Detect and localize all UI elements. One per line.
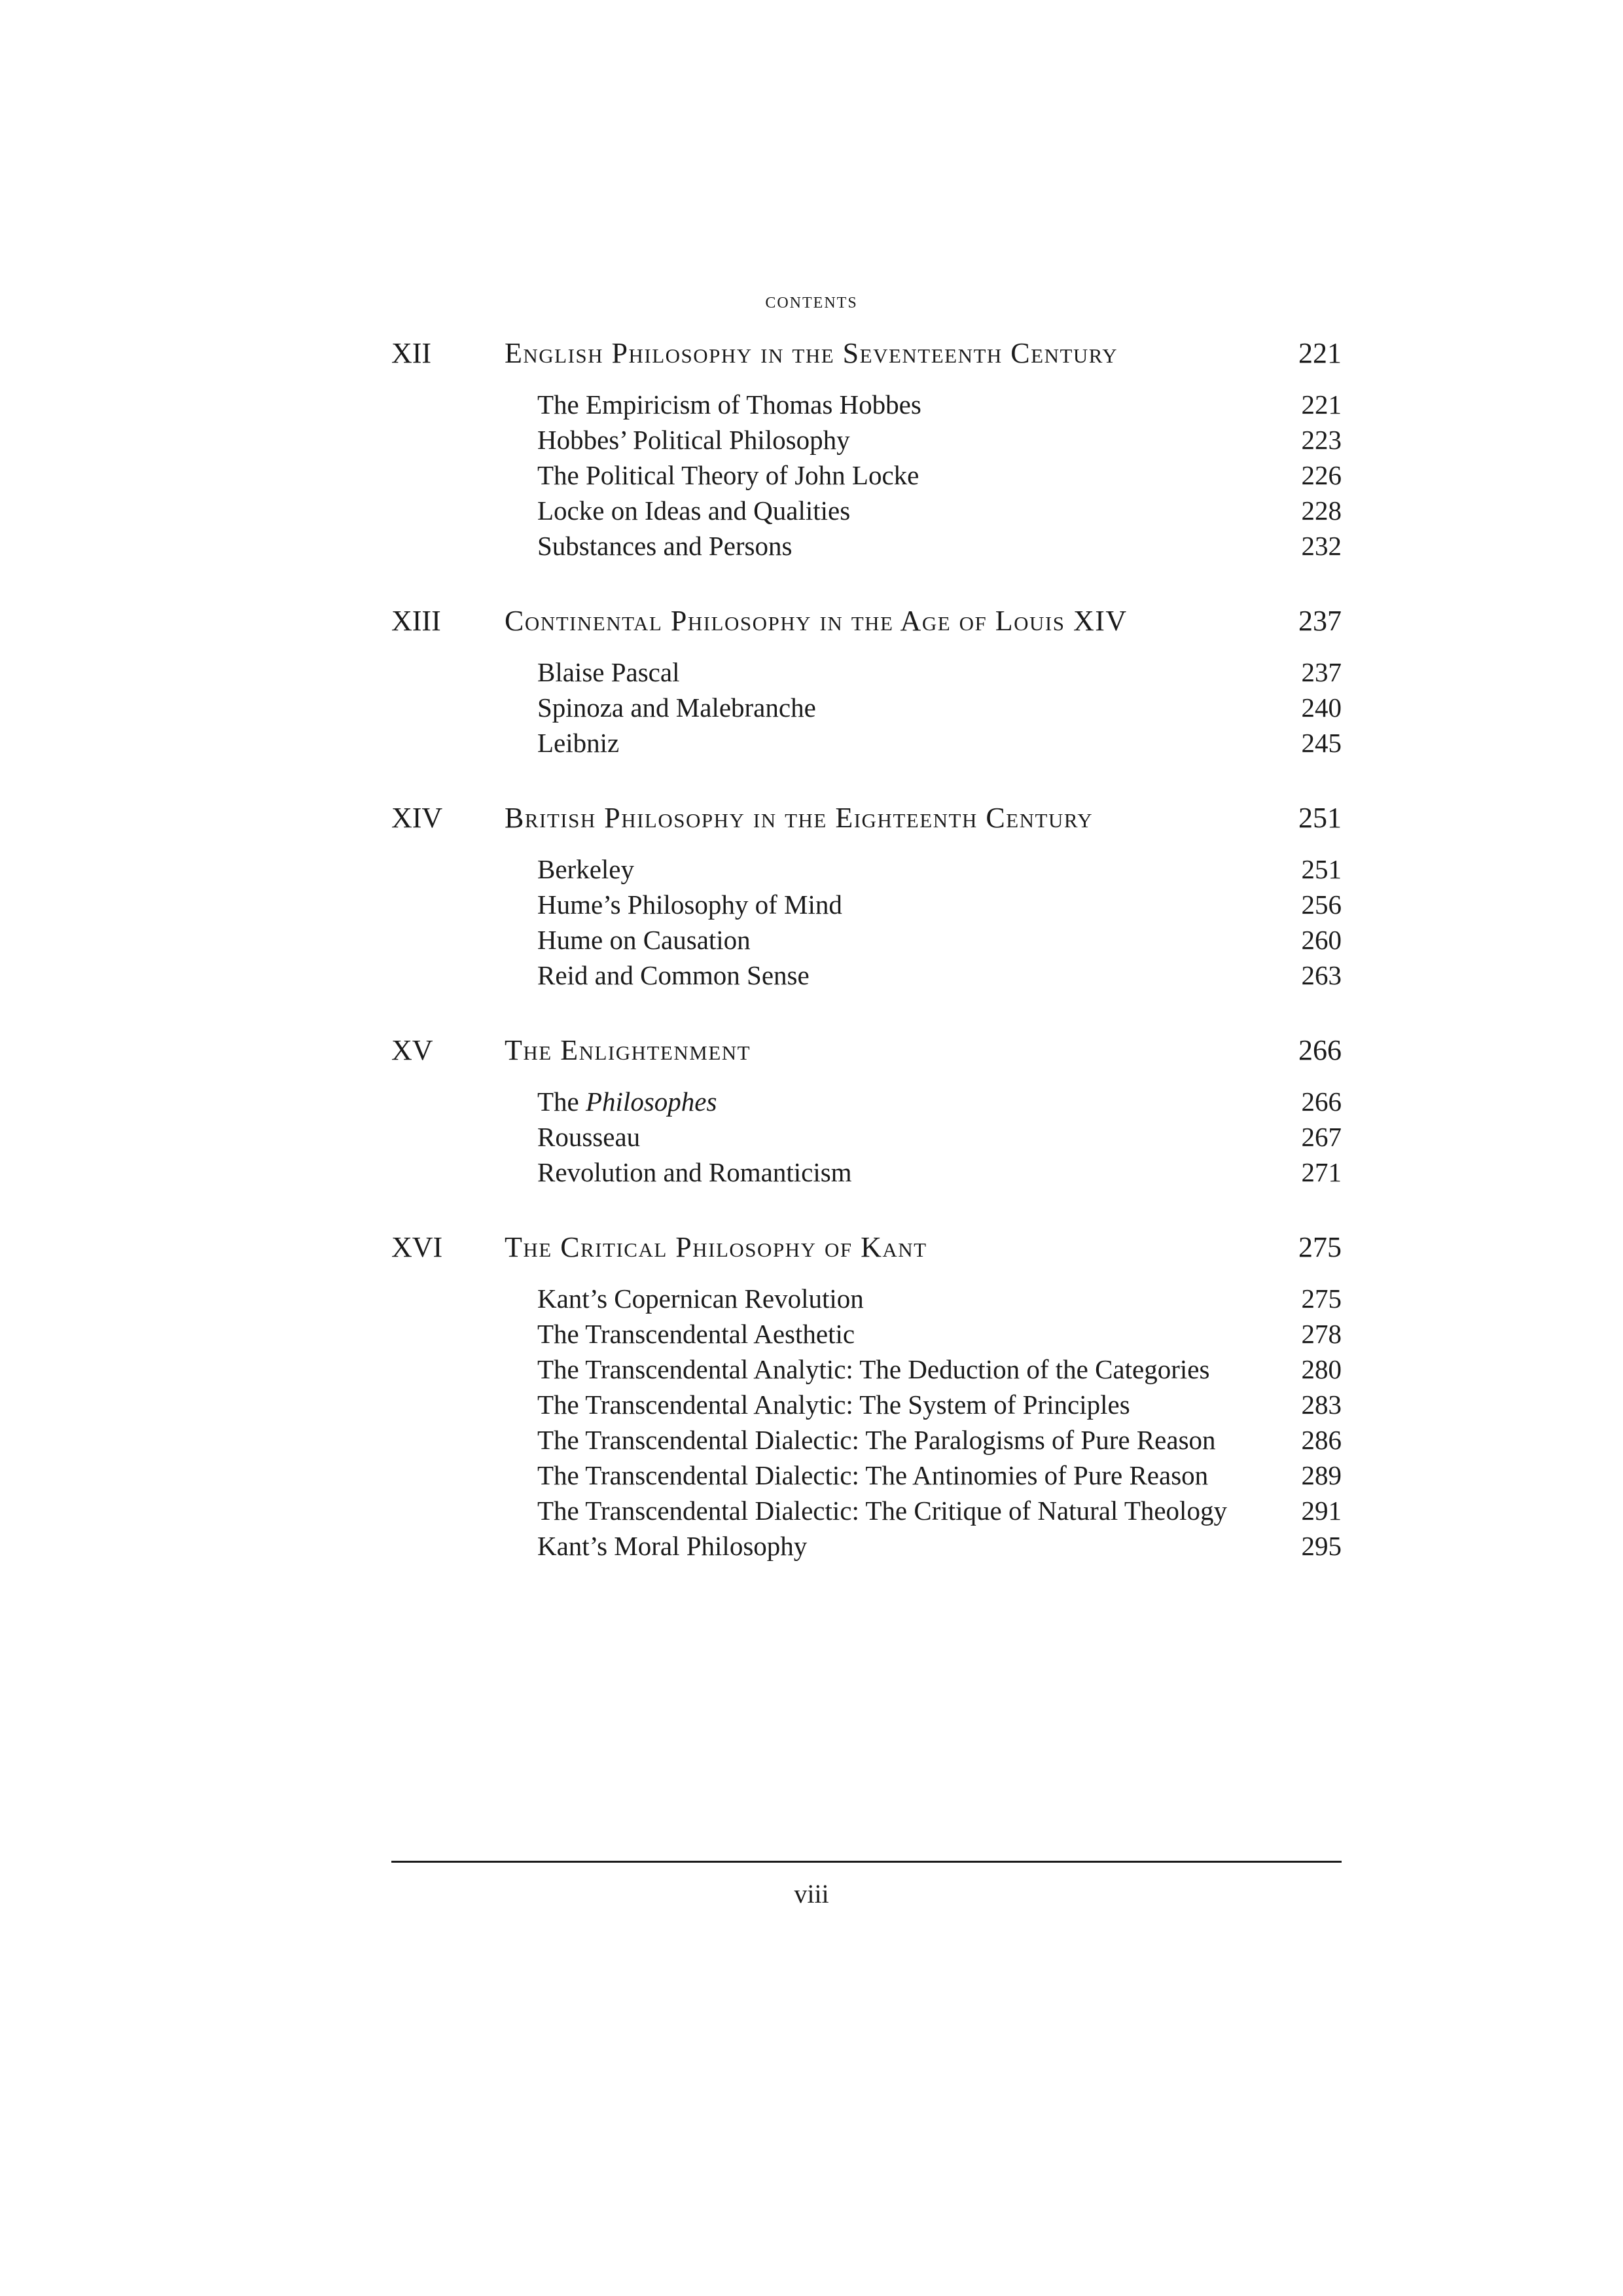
chapter-page: 275 <box>1298 1231 1342 1263</box>
section-page: 280 <box>1301 1354 1342 1384</box>
section-entry <box>537 1281 1342 1316</box>
section-entry <box>537 690 1342 725</box>
section-title: Kant’s Moral Philosophy <box>537 1531 808 1561</box>
section-entry <box>537 387 1342 422</box>
chapter-xiv <box>391 800 1342 993</box>
section-page: 221 <box>1301 389 1342 420</box>
section-title: The Transcendental Dialectic: The Critique of Natural Theology <box>537 1496 1227 1526</box>
section-entry <box>537 1316 1342 1352</box>
section-title: Leibniz <box>537 728 620 758</box>
chapter-xv <box>391 1032 1342 1190</box>
section-page: 278 <box>1301 1319 1342 1349</box>
section-page: 256 <box>1301 889 1342 920</box>
section-page: 226 <box>1301 460 1342 490</box>
page-number: viii <box>794 1879 829 1909</box>
section-title <box>537 1084 1237 1119</box>
section-list <box>537 1281 1342 1564</box>
chapter-title: British Philosophy in the Eighteenth Century <box>505 802 1094 834</box>
chapter-heading <box>391 603 1342 639</box>
chapter-title: The Enlightenment <box>505 1034 751 1066</box>
chapter-number: XV <box>391 1034 433 1066</box>
section-entry <box>537 922 1342 958</box>
section-title: The Transcendental Aesthetic <box>537 1319 855 1349</box>
section-page: 228 <box>1301 495 1342 526</box>
section-entry <box>537 1119 1342 1155</box>
section-title: Hume on Causation <box>537 925 751 955</box>
chapter-number: XIV <box>391 802 443 834</box>
section-list <box>537 387 1342 564</box>
section-title: Hobbes’ Political Philosophy <box>537 425 850 455</box>
section-page: 263 <box>1301 960 1342 990</box>
section-page: 251 <box>1301 854 1342 884</box>
chapter-xvi <box>391 1229 1342 1564</box>
section-entry <box>537 852 1342 887</box>
section-entry <box>537 725 1342 761</box>
section-title: The Transcendental Analytic: The System of Principles <box>537 1390 1130 1420</box>
section-page: 266 <box>1301 1086 1342 1117</box>
chapter-page: 266 <box>1298 1034 1342 1066</box>
section-entry <box>537 493 1342 528</box>
section-title: Locke on Ideas and Qualities <box>537 495 851 526</box>
chapter-number: XII <box>391 337 432 369</box>
section-page: 295 <box>1301 1531 1342 1561</box>
section-page: 275 <box>1301 1283 1342 1314</box>
table-of-contents <box>391 335 1342 1603</box>
section-entry <box>537 887 1342 922</box>
section-page: 291 <box>1301 1496 1342 1526</box>
section-entry <box>537 1084 1342 1119</box>
section-title: Rousseau <box>537 1122 641 1152</box>
section-page: 271 <box>1301 1157 1342 1187</box>
section-page: 237 <box>1301 657 1342 687</box>
section-title: Berkeley <box>537 854 634 884</box>
section-entry <box>537 1155 1342 1190</box>
section-page: 223 <box>1301 425 1342 455</box>
chapter-title: Continental Philosophy in the Age of Louis XIV <box>505 605 1128 637</box>
running-head: contents <box>765 289 858 313</box>
section-entry <box>537 1422 1342 1458</box>
section-page: 240 <box>1301 692 1342 723</box>
section-title: The Political Theory of John Locke <box>537 460 919 490</box>
section-title: The Transcendental Analytic: The Deduction of the Categories <box>537 1354 1210 1384</box>
chapter-page: 251 <box>1298 802 1342 834</box>
section-page: 232 <box>1301 531 1342 561</box>
section-entry <box>537 1458 1342 1493</box>
section-title: The Transcendental Dialectic: The Paralogisms of Pure Reason <box>537 1425 1216 1455</box>
section-title: Hume’s Philosophy of Mind <box>537 889 842 920</box>
section-title: Substances and Persons <box>537 531 793 561</box>
section-title: Reid and Common Sense <box>537 960 810 990</box>
section-page: 260 <box>1301 925 1342 955</box>
section-page: 267 <box>1301 1122 1342 1152</box>
section-entry <box>537 655 1342 690</box>
footer-rule <box>391 1861 1342 1863</box>
section-title: The Transcendental Dialectic: The Antinomies of Pure Reason <box>537 1460 1209 1490</box>
section-page: 245 <box>1301 728 1342 758</box>
section-title: Revolution and Romanticism <box>537 1157 852 1187</box>
section-entry <box>537 422 1342 457</box>
section-title: Kant’s Copernican Revolution <box>537 1283 864 1314</box>
section-title-prefix: The <box>537 1086 586 1117</box>
section-entry <box>537 1493 1342 1528</box>
section-title: The Empiricism of Thomas Hobbes <box>537 389 921 420</box>
section-entry <box>537 1352 1342 1387</box>
chapter-heading <box>391 1032 1342 1068</box>
section-entry <box>537 1528 1342 1564</box>
chapter-title: English Philosophy in the Seventeenth Century <box>505 337 1118 369</box>
section-title-italic: Philosophes <box>586 1086 717 1117</box>
section-entry <box>537 958 1342 993</box>
chapter-heading <box>391 335 1342 371</box>
chapter-number: XIII <box>391 605 441 637</box>
chapter-title: The Critical Philosophy of Kant <box>505 1231 927 1263</box>
chapter-xiii <box>391 603 1342 761</box>
section-list <box>537 1084 1342 1190</box>
section-page: 289 <box>1301 1460 1342 1490</box>
section-title: Spinoza and Malebranche <box>537 692 816 723</box>
section-entry <box>537 528 1342 564</box>
section-list <box>537 852 1342 993</box>
section-entry <box>537 1387 1342 1422</box>
section-page: 286 <box>1301 1425 1342 1455</box>
section-page: 283 <box>1301 1390 1342 1420</box>
section-entry <box>537 457 1342 493</box>
chapter-number: XVI <box>391 1231 443 1263</box>
chapter-heading <box>391 800 1342 836</box>
section-title: Blaise Pascal <box>537 657 680 687</box>
chapter-heading <box>391 1229 1342 1265</box>
chapter-page: 237 <box>1298 605 1342 637</box>
chapter-xii <box>391 335 1342 564</box>
section-list <box>537 655 1342 761</box>
chapter-page: 221 <box>1298 337 1342 369</box>
